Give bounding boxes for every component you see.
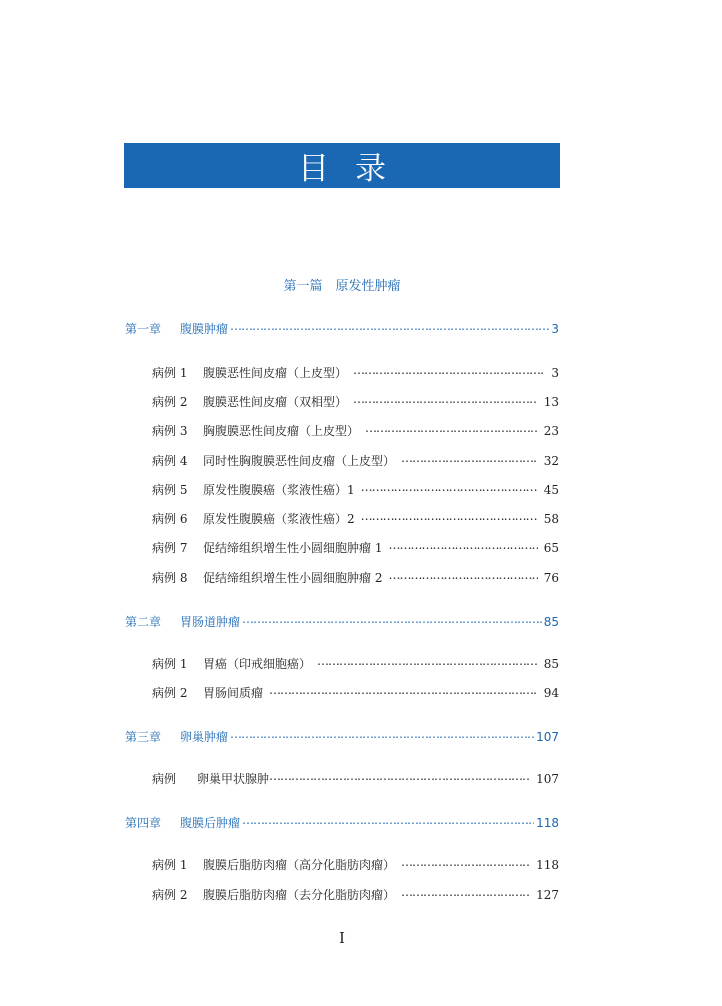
case-title: 胸腹膜恶性间皮瘤（上皮型） — [203, 424, 360, 438]
page-number: 85 — [543, 615, 559, 629]
toc-case-1-1[interactable] — [152, 364, 559, 381]
case-title: 胃癌（印戒细胞癌） — [203, 657, 312, 671]
dot-leader — [388, 540, 537, 552]
case-title: 原发性腹膜癌（浆液性癌）2 — [203, 512, 355, 526]
toc-case-1-4[interactable] — [152, 452, 559, 469]
toc-case-1-7[interactable] — [152, 539, 559, 556]
dot-leader — [242, 815, 534, 827]
case-number: 病例 6 — [152, 512, 188, 526]
chapter-number: 第二章 — [125, 615, 162, 629]
case-title: 腹膜后脂肪肉瘤（高分化脂肪肉瘤） — [203, 858, 396, 872]
page-number: 65 — [543, 541, 559, 555]
page-number: 76 — [543, 571, 559, 585]
case-title: 胃肠间质瘤 — [203, 686, 264, 700]
toc-case-1-2[interactable] — [152, 393, 559, 410]
page-number: 3 — [551, 322, 559, 336]
part-title: 第一篇 原发性肿瘤 — [283, 279, 401, 294]
dot-leader — [269, 771, 530, 783]
case-number: 病例 2 — [152, 395, 188, 409]
dot-leader — [230, 321, 549, 333]
dot-leader — [401, 887, 530, 899]
chapter-title: 腹膜肿瘤 — [180, 322, 229, 336]
dot-leader — [242, 614, 542, 626]
dot-leader — [230, 729, 534, 741]
page-number: 107 — [536, 772, 559, 786]
case-number: 病例 7 — [152, 541, 188, 555]
case-title: 卵巢甲状腺肿 — [197, 772, 270, 786]
toc-case-1-8[interactable] — [152, 569, 559, 586]
page-number: 13 — [543, 395, 559, 409]
toc-chapter-3[interactable] — [125, 728, 559, 745]
page-number: 32 — [543, 454, 559, 468]
toc-case-4-1[interactable] — [152, 856, 559, 873]
case-number: 病例 — [152, 772, 177, 786]
page-folio: I — [339, 929, 345, 947]
toc-case-4-2[interactable] — [152, 886, 559, 903]
case-title: 原发性腹膜癌（浆液性癌）1 — [203, 483, 355, 497]
case-number: 病例 8 — [152, 571, 188, 585]
dot-leader — [401, 857, 530, 869]
toc-case-2-2[interactable] — [152, 684, 559, 701]
toc-case-1-6[interactable] — [152, 510, 559, 527]
toc-chapter-2[interactable] — [125, 613, 559, 630]
page-number: 94 — [543, 686, 559, 700]
toc-heading-banner — [124, 143, 560, 188]
chapter-number: 第一章 — [125, 322, 162, 336]
page-number: 127 — [536, 888, 559, 902]
page-number: 23 — [543, 424, 559, 438]
toc-case-2-1[interactable] — [152, 655, 559, 672]
chapter-title: 腹膜后肿瘤 — [180, 816, 241, 830]
case-title: 腹膜恶性间皮瘤（上皮型） — [203, 366, 348, 380]
chapter-title: 胃肠道肿瘤 — [180, 615, 241, 629]
toc-case-3-1[interactable] — [152, 770, 559, 787]
case-title: 腹膜后脂肪肉瘤（去分化脂肪肉瘤） — [203, 888, 396, 902]
case-number: 病例 1 — [152, 858, 188, 872]
case-number: 病例 4 — [152, 454, 188, 468]
dot-leader — [317, 656, 538, 668]
page-number: 118 — [536, 858, 559, 872]
dot-leader — [365, 423, 538, 435]
toc-case-1-3[interactable] — [152, 422, 559, 439]
dot-leader — [401, 453, 538, 465]
dot-leader — [361, 482, 538, 494]
dot-leader — [361, 511, 538, 523]
toc-chapter-4[interactable] — [125, 814, 559, 831]
case-title: 促结缔组织增生性小圆细胞肿瘤 2 — [203, 571, 383, 585]
page-number: 107 — [536, 730, 559, 744]
case-title: 腹膜恶性间皮瘤（双相型） — [203, 395, 348, 409]
toc-chapter-1[interactable] — [125, 320, 559, 337]
case-number: 病例 5 — [152, 483, 188, 497]
case-number: 病例 2 — [152, 888, 188, 902]
page-number: 45 — [543, 483, 559, 497]
case-number: 病例 1 — [152, 366, 188, 380]
case-number: 病例 1 — [152, 657, 188, 671]
case-title: 促结缔组织增生性小圆细胞肿瘤 1 — [203, 541, 383, 555]
toc-case-1-5[interactable] — [152, 481, 559, 498]
toc-heading: 目录 — [298, 151, 412, 187]
chapter-title: 卵巢肿瘤 — [180, 730, 229, 744]
case-title: 同时性胸腹膜恶性间皮瘤（上皮型） — [203, 454, 396, 468]
dot-leader — [353, 394, 538, 406]
case-number: 病例 3 — [152, 424, 188, 438]
dot-leader — [353, 365, 545, 377]
page-number: 85 — [543, 657, 559, 671]
page-number: 3 — [551, 366, 559, 380]
case-number: 病例 2 — [152, 686, 188, 700]
dot-leader — [269, 685, 538, 697]
chapter-number: 第四章 — [125, 816, 162, 830]
chapter-number: 第三章 — [125, 730, 162, 744]
page-number: 58 — [543, 512, 559, 526]
dot-leader — [388, 570, 537, 582]
page-number: 118 — [536, 816, 559, 830]
